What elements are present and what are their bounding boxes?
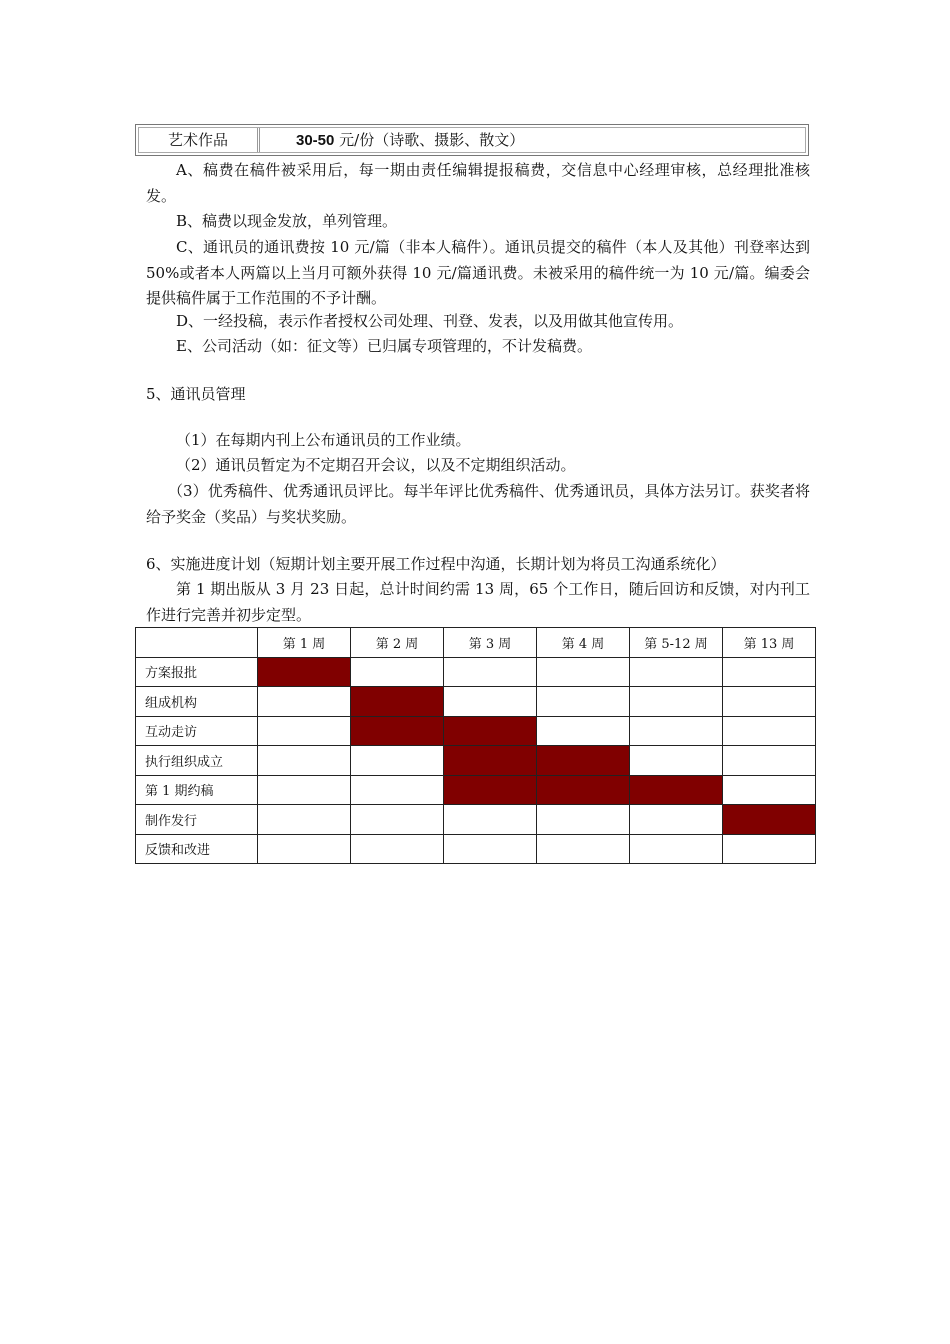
schedule-empty-cell [723,687,816,717]
schedule-bar-cell [723,805,816,835]
week-header: 第 3 周 [444,628,537,658]
schedule-bar-cell [351,716,444,746]
schedule-empty-cell [537,657,630,687]
task-row [136,687,816,717]
task-row [136,834,816,864]
schedule-empty-cell [630,746,723,776]
section5-item-3: （3）优秀稿件、优秀通讯员评比。每半年评比优秀稿件、优秀通讯员，具体方法另订。获奖者将给予奖金（奖品）与奖状奖励。 [146,482,810,526]
section5-item-1: （1）在每期内刊上公布通讯员的工作业绩。 [176,431,471,449]
task-row [136,805,816,835]
schedule-empty-cell [723,657,816,687]
schedule-bar-cell [444,746,537,776]
task-row [136,716,816,746]
schedule-empty-cell [630,805,723,835]
paragraph-e: E、公司活动（如：征文等）已归属专项管理的，不计发稿费。 [176,337,592,355]
schedule-empty-cell [351,746,444,776]
schedule-empty-cell [723,746,816,776]
schedule-empty-cell [537,834,630,864]
schedule-empty-cell [723,775,816,805]
fee-table [135,124,809,156]
schedule-table [135,627,816,864]
task-row [136,657,816,687]
schedule-header-row [136,628,816,658]
schedule-empty-cell [537,687,630,717]
schedule-empty-cell [351,775,444,805]
task-row [136,775,816,805]
schedule-empty-cell [630,716,723,746]
schedule-empty-cell [537,805,630,835]
schedule-bar-cell [444,716,537,746]
schedule-empty-cell [351,657,444,687]
task-name: 执行组织成立 [136,746,258,776]
schedule-bar-cell [258,657,351,687]
paragraph-d: D、一经投稿，表示作者授权公司处理、刊登、发表，以及用做其他宣传用。 [176,312,684,330]
fee-amount: 30-50 [296,132,335,149]
section6-intro: 第 1 期出版从 3 月 23 日起，总计时间约需 13 周，65 个工作日，随后回访和反馈，对内刊工作进行完善并初步定型。 [146,580,810,624]
schedule-empty-cell [537,716,630,746]
week-header: 第 4 周 [537,628,630,658]
schedule-empty-cell [723,716,816,746]
task-name: 组成机构 [136,687,258,717]
section6-title: 6、实施进度计划（短期计划主要开展工作过程中沟通，长期计划为将员工沟通系统化） [146,555,726,573]
week-header: 第 5-12 周 [630,628,723,658]
task-name: 互动走访 [136,716,258,746]
fee-value [260,128,805,152]
schedule-bar-cell [630,775,723,805]
schedule-bar-cell [444,775,537,805]
schedule-empty-cell [351,834,444,864]
week-header: 第 1 周 [258,628,351,658]
schedule-empty-cell [723,834,816,864]
schedule-empty-cell [630,657,723,687]
schedule-empty-cell [444,834,537,864]
schedule-bar-cell [351,687,444,717]
schedule-corner-cell [136,628,258,658]
schedule-empty-cell [258,834,351,864]
week-header: 第 13 周 [723,628,816,658]
task-name: 制作发行 [136,805,258,835]
schedule-empty-cell [630,687,723,717]
paragraph-c: C、通讯员的通讯费按 10 元/篇（非本人稿件）。通讯员提交的稿件（本人及其他）刊登率达到 50%或者本人两篇以上当月可额外获得 10 元/篇通讯费。未被采用的稿件统一为 10 元/篇。编委会提供稿件属于工作范围的不予计酬。 [146,238,810,307]
section5-item-2: （2）通讯员暂定为不定期召开会议，以及不定期组织活动。 [176,456,576,474]
fee-unit: 元/份（诗歌、摄影、散文） [339,131,525,149]
task-row [136,746,816,776]
task-name: 方案报批 [136,657,258,687]
fee-category: 艺术作品 [139,128,260,152]
section5-title: 5、通讯员管理 [146,385,246,403]
task-name: 反馈和改进 [136,834,258,864]
schedule-body [136,657,816,864]
paragraph-b: B、稿费以现金发放，单列管理。 [176,212,398,230]
week-header: 第 2 周 [351,628,444,658]
schedule-empty-cell [258,687,351,717]
schedule-bar-cell [537,775,630,805]
schedule-empty-cell [444,687,537,717]
task-name: 第 1 期约稿 [136,775,258,805]
paragraph-a: A、稿费在稿件被采用后，每一期由责任编辑提报稿费，交信息中心经理审核，总经理批准核发。 [146,161,810,205]
schedule-empty-cell [258,775,351,805]
schedule-empty-cell [351,805,444,835]
schedule-empty-cell [630,834,723,864]
schedule-bar-cell [537,746,630,776]
schedule-empty-cell [258,746,351,776]
schedule-empty-cell [444,657,537,687]
schedule-empty-cell [258,805,351,835]
schedule-empty-cell [258,716,351,746]
fee-row [138,127,806,153]
schedule-empty-cell [444,805,537,835]
